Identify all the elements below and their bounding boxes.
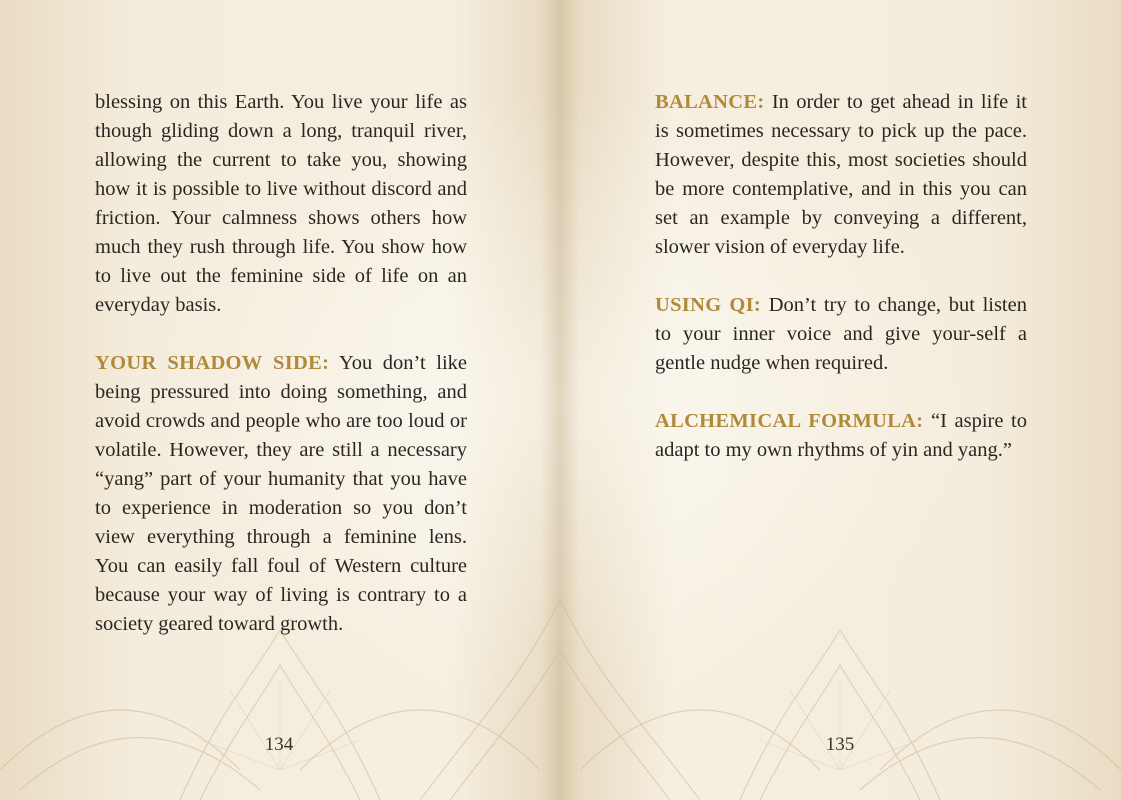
- using-qi-text: Don’t try to change, but listen to your inner voice and give your-self a gentle nudge when required.: [655, 294, 1027, 374]
- right-page-number: 135: [825, 734, 855, 755]
- balance-text: In order to get ahead in life it is sometimes necessary to pick up the pace. However, despite this, most societies should be more contemplative, and in this you can set an example by conveying a different, slower vision of everyday life.: [655, 91, 1027, 258]
- using-qi-paragraph: [655, 291, 1027, 378]
- left-paragraph-intro: blessing on this Earth. You live your life as though gliding down a long, tranquil river, allowing the current to take you, showing how it is possible to live without discord and friction. Your calmness shows others how much they rush through life. You show how to live out the feminine side of life on an everyday basis.: [95, 91, 467, 316]
- balance-paragraph: [655, 88, 1027, 262]
- alchemical-formula-heading: ALCHEMICAL FORMULA:: [655, 410, 924, 432]
- shadow-side-paragraph: [95, 349, 467, 639]
- balance-heading: BALANCE:: [655, 91, 765, 113]
- left-page: [95, 88, 467, 668]
- alchemical-formula-text: “I aspire to adapt to my own rhythms of yin and yang.”: [655, 410, 1027, 461]
- shadow-side-heading: YOUR SHADOW SIDE:: [95, 352, 330, 374]
- shadow-side-text: You don’t like being pressured into doing something, and avoid crowds and people who are too loud or volatile. However, they are still a necessary “yang” part of your humanity that you have to experience in moderation so you don’t view everything through a feminine lens. You can easily fall foul of Western culture because your way of living is contrary to a society geared toward growth.: [95, 352, 467, 635]
- left-page-number: 134: [264, 734, 294, 755]
- alchemical-formula-paragraph: [655, 407, 1027, 465]
- right-page: [655, 88, 1027, 494]
- using-qi-heading: USING QI:: [655, 294, 762, 316]
